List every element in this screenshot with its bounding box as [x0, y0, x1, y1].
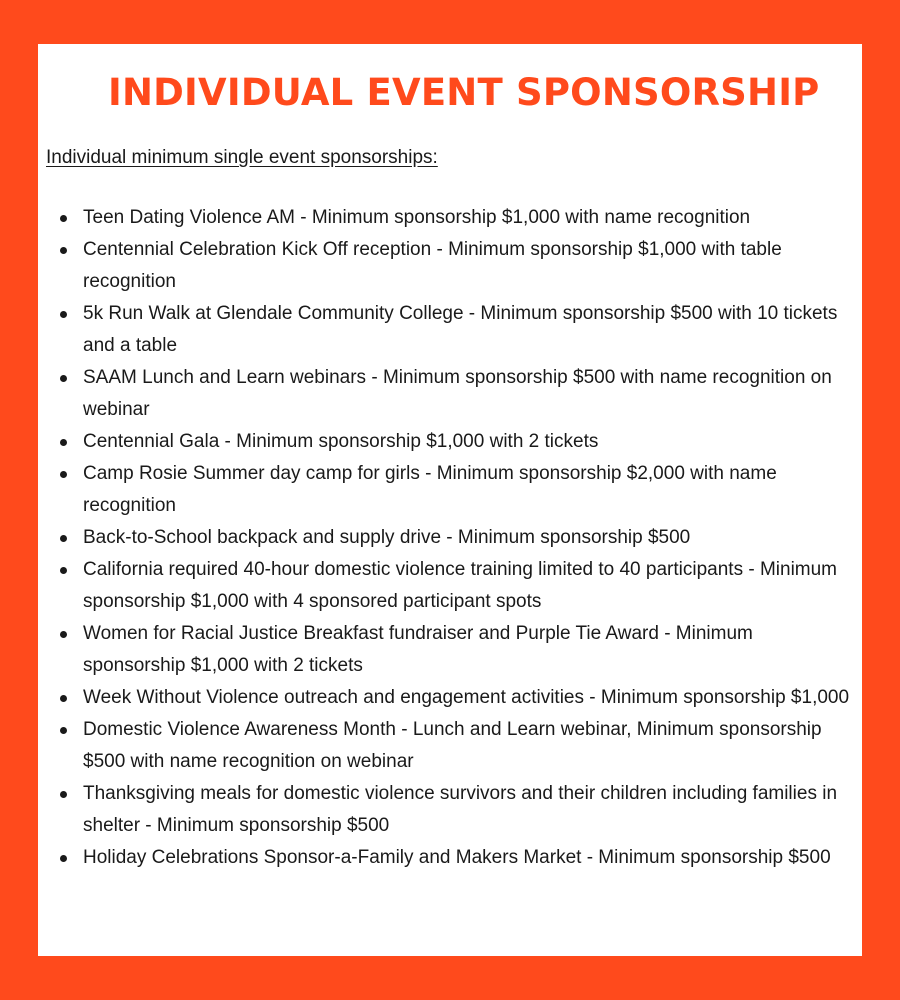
- list-item: Domestic Violence Awareness Month - Lunch and Learn webinar, Minimum sponsorship $500 with name recognition on webinar: [38, 714, 862, 778]
- list-item: Centennial Gala - Minimum sponsorship $1,000 with 2 tickets: [38, 426, 862, 458]
- content-card: [38, 44, 862, 956]
- list-item: California required 40-hour domestic violence training limited to 40 participants - Minimum sponsorship $1,000 with 4 sponsored participant spots: [38, 554, 862, 618]
- list-item: Centennial Celebration Kick Off reception - Minimum sponsorship $1,000 with table recognition: [38, 234, 862, 298]
- page-title: INDIVIDUAL EVENT SPONSORSHIP: [108, 71, 820, 114]
- list-item: Back-to-School backpack and supply drive - Minimum sponsorship $500: [38, 522, 862, 554]
- list-item: SAAM Lunch and Learn webinars - Minimum sponsorship $500 with name recognition on webinar: [38, 362, 862, 426]
- list-item: 5k Run Walk at Glendale Community College - Minimum sponsorship $500 with 10 tickets and a table: [38, 298, 862, 362]
- intro-text: Individual minimum single event sponsorships:: [46, 147, 438, 168]
- list-item: Holiday Celebrations Sponsor-a-Family and Makers Market - Minimum sponsorship $500: [38, 842, 862, 874]
- list-item: Thanksgiving meals for domestic violence survivors and their children including families in shelter - Minimum sponsorship $500: [38, 778, 862, 842]
- list-item: Teen Dating Violence AM - Minimum sponsorship $1,000 with name recognition: [38, 202, 862, 234]
- sponsorship-list: [38, 202, 862, 874]
- list-item: Camp Rosie Summer day camp for girls - Minimum sponsorship $2,000 with name recognition: [38, 458, 862, 522]
- list-item: Week Without Violence outreach and engagement activities - Minimum sponsorship $1,000: [38, 682, 862, 714]
- list-item: Women for Racial Justice Breakfast fundraiser and Purple Tie Award - Minimum sponsorship $1,000 with 2 tickets: [38, 618, 862, 682]
